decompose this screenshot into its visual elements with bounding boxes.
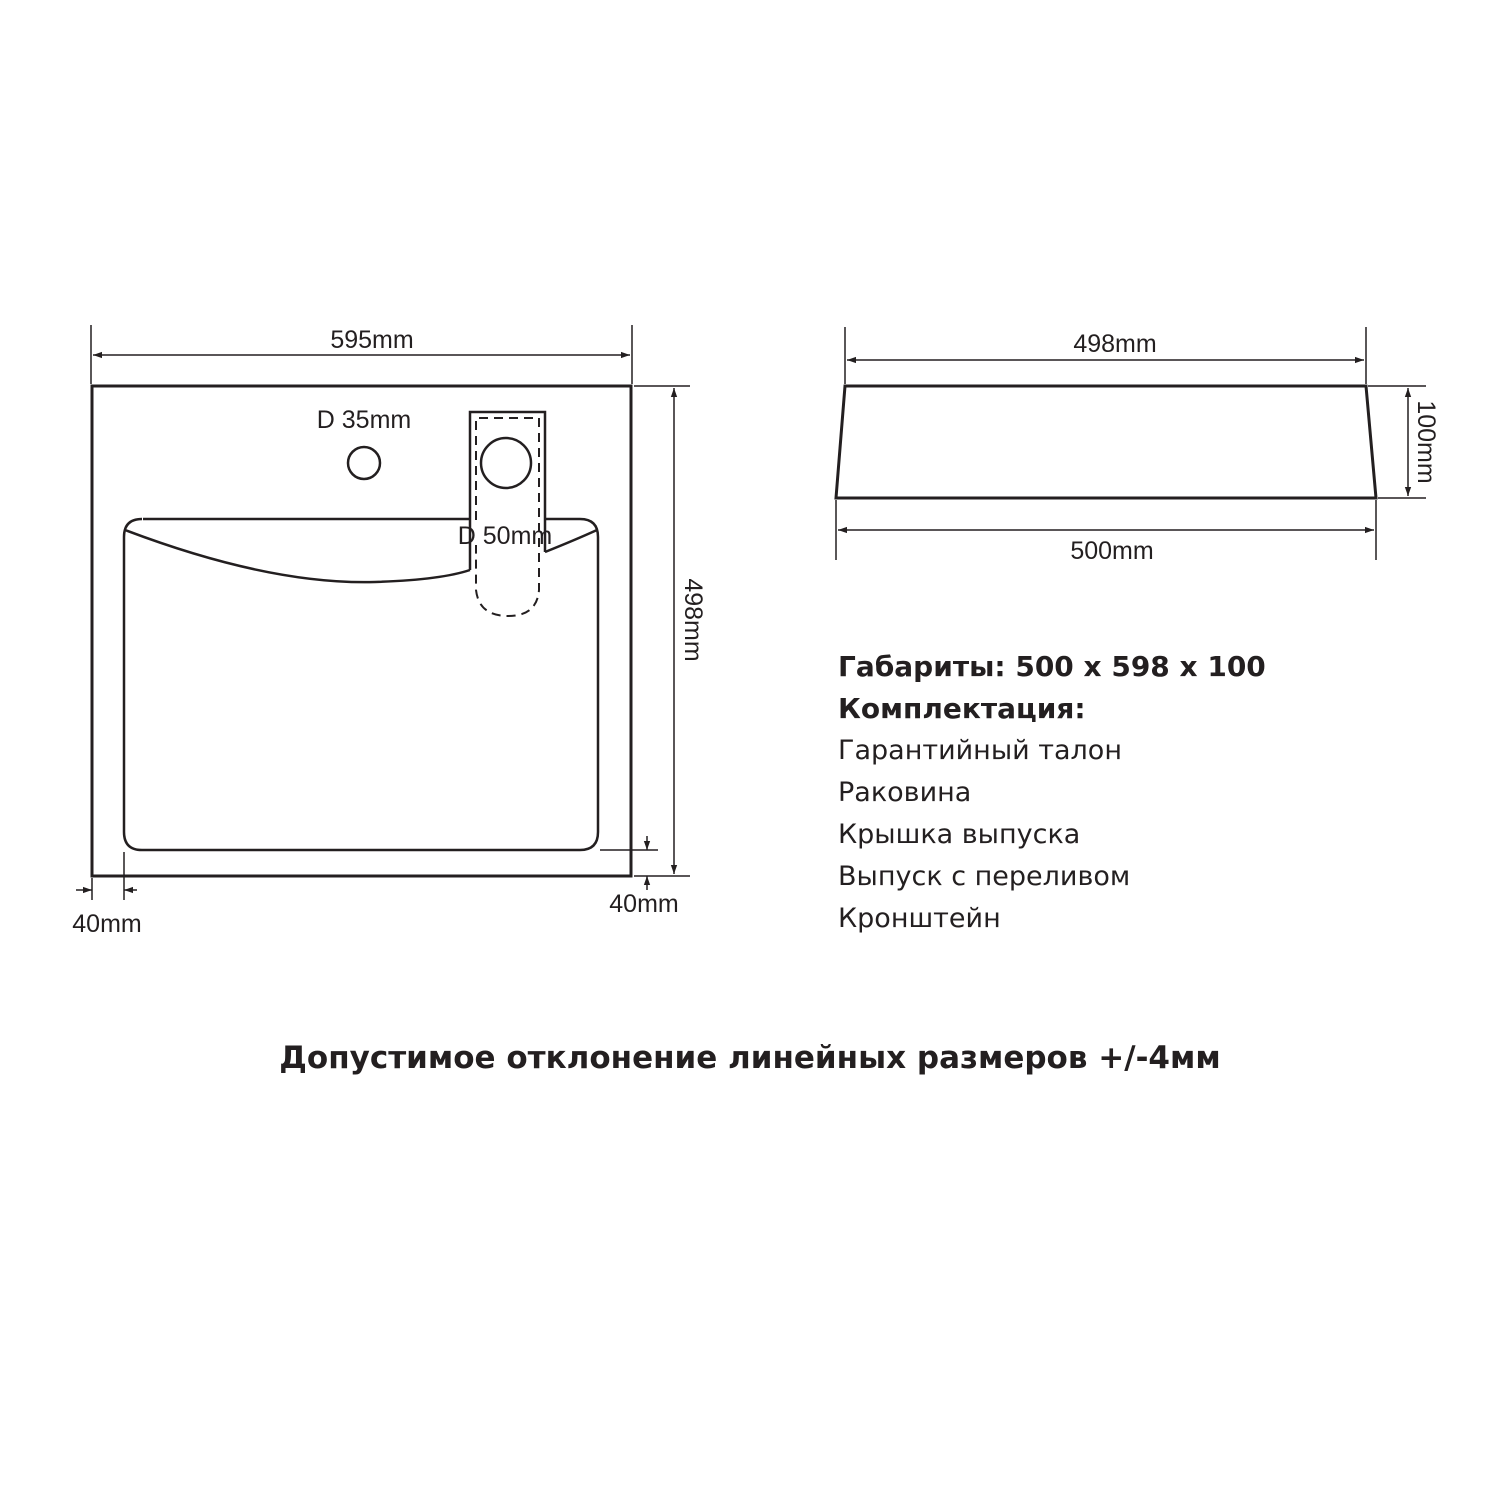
side-height-label: 100mm: [1412, 400, 1440, 484]
kit-heading: Комплектация:: [838, 692, 1086, 725]
specifications: [838, 646, 1266, 940]
height-label: 498mm: [679, 578, 707, 662]
kit-item: Кронштейн: [838, 903, 1001, 934]
kit-item: Раковина: [838, 777, 972, 808]
kit-item: Крышка выпуска: [838, 819, 1081, 850]
basin-back-curve: [125, 530, 470, 582]
kit-item: Выпуск с переливом: [838, 861, 1131, 892]
side-top-width-label: 498mm: [1073, 330, 1157, 358]
dimensions-line: Габариты: 500 х 598 х 100: [838, 650, 1266, 683]
tap-hole-label: D 35mm: [316, 406, 412, 434]
kit-item: Гарантийный талон: [838, 735, 1122, 766]
drain-hole: [481, 438, 531, 488]
sink-side-view: [836, 327, 1426, 560]
side-profile: [836, 386, 1376, 498]
basin-back-curve-right: [545, 530, 597, 552]
left-rim-label: 40mm: [72, 910, 142, 938]
sink-outline: [92, 386, 631, 876]
width-label: 595mm: [330, 326, 414, 354]
drain-label: D 50mm: [457, 522, 553, 550]
bottom-rim-label: 40mm: [609, 890, 679, 918]
side-bottom-width-label: 500mm: [1070, 537, 1154, 565]
basin-outline: [124, 519, 598, 850]
tolerance-note: Допустимое отклонение линейных размеров +/-4мм: [279, 1040, 1221, 1076]
tap-hole: [348, 447, 380, 479]
